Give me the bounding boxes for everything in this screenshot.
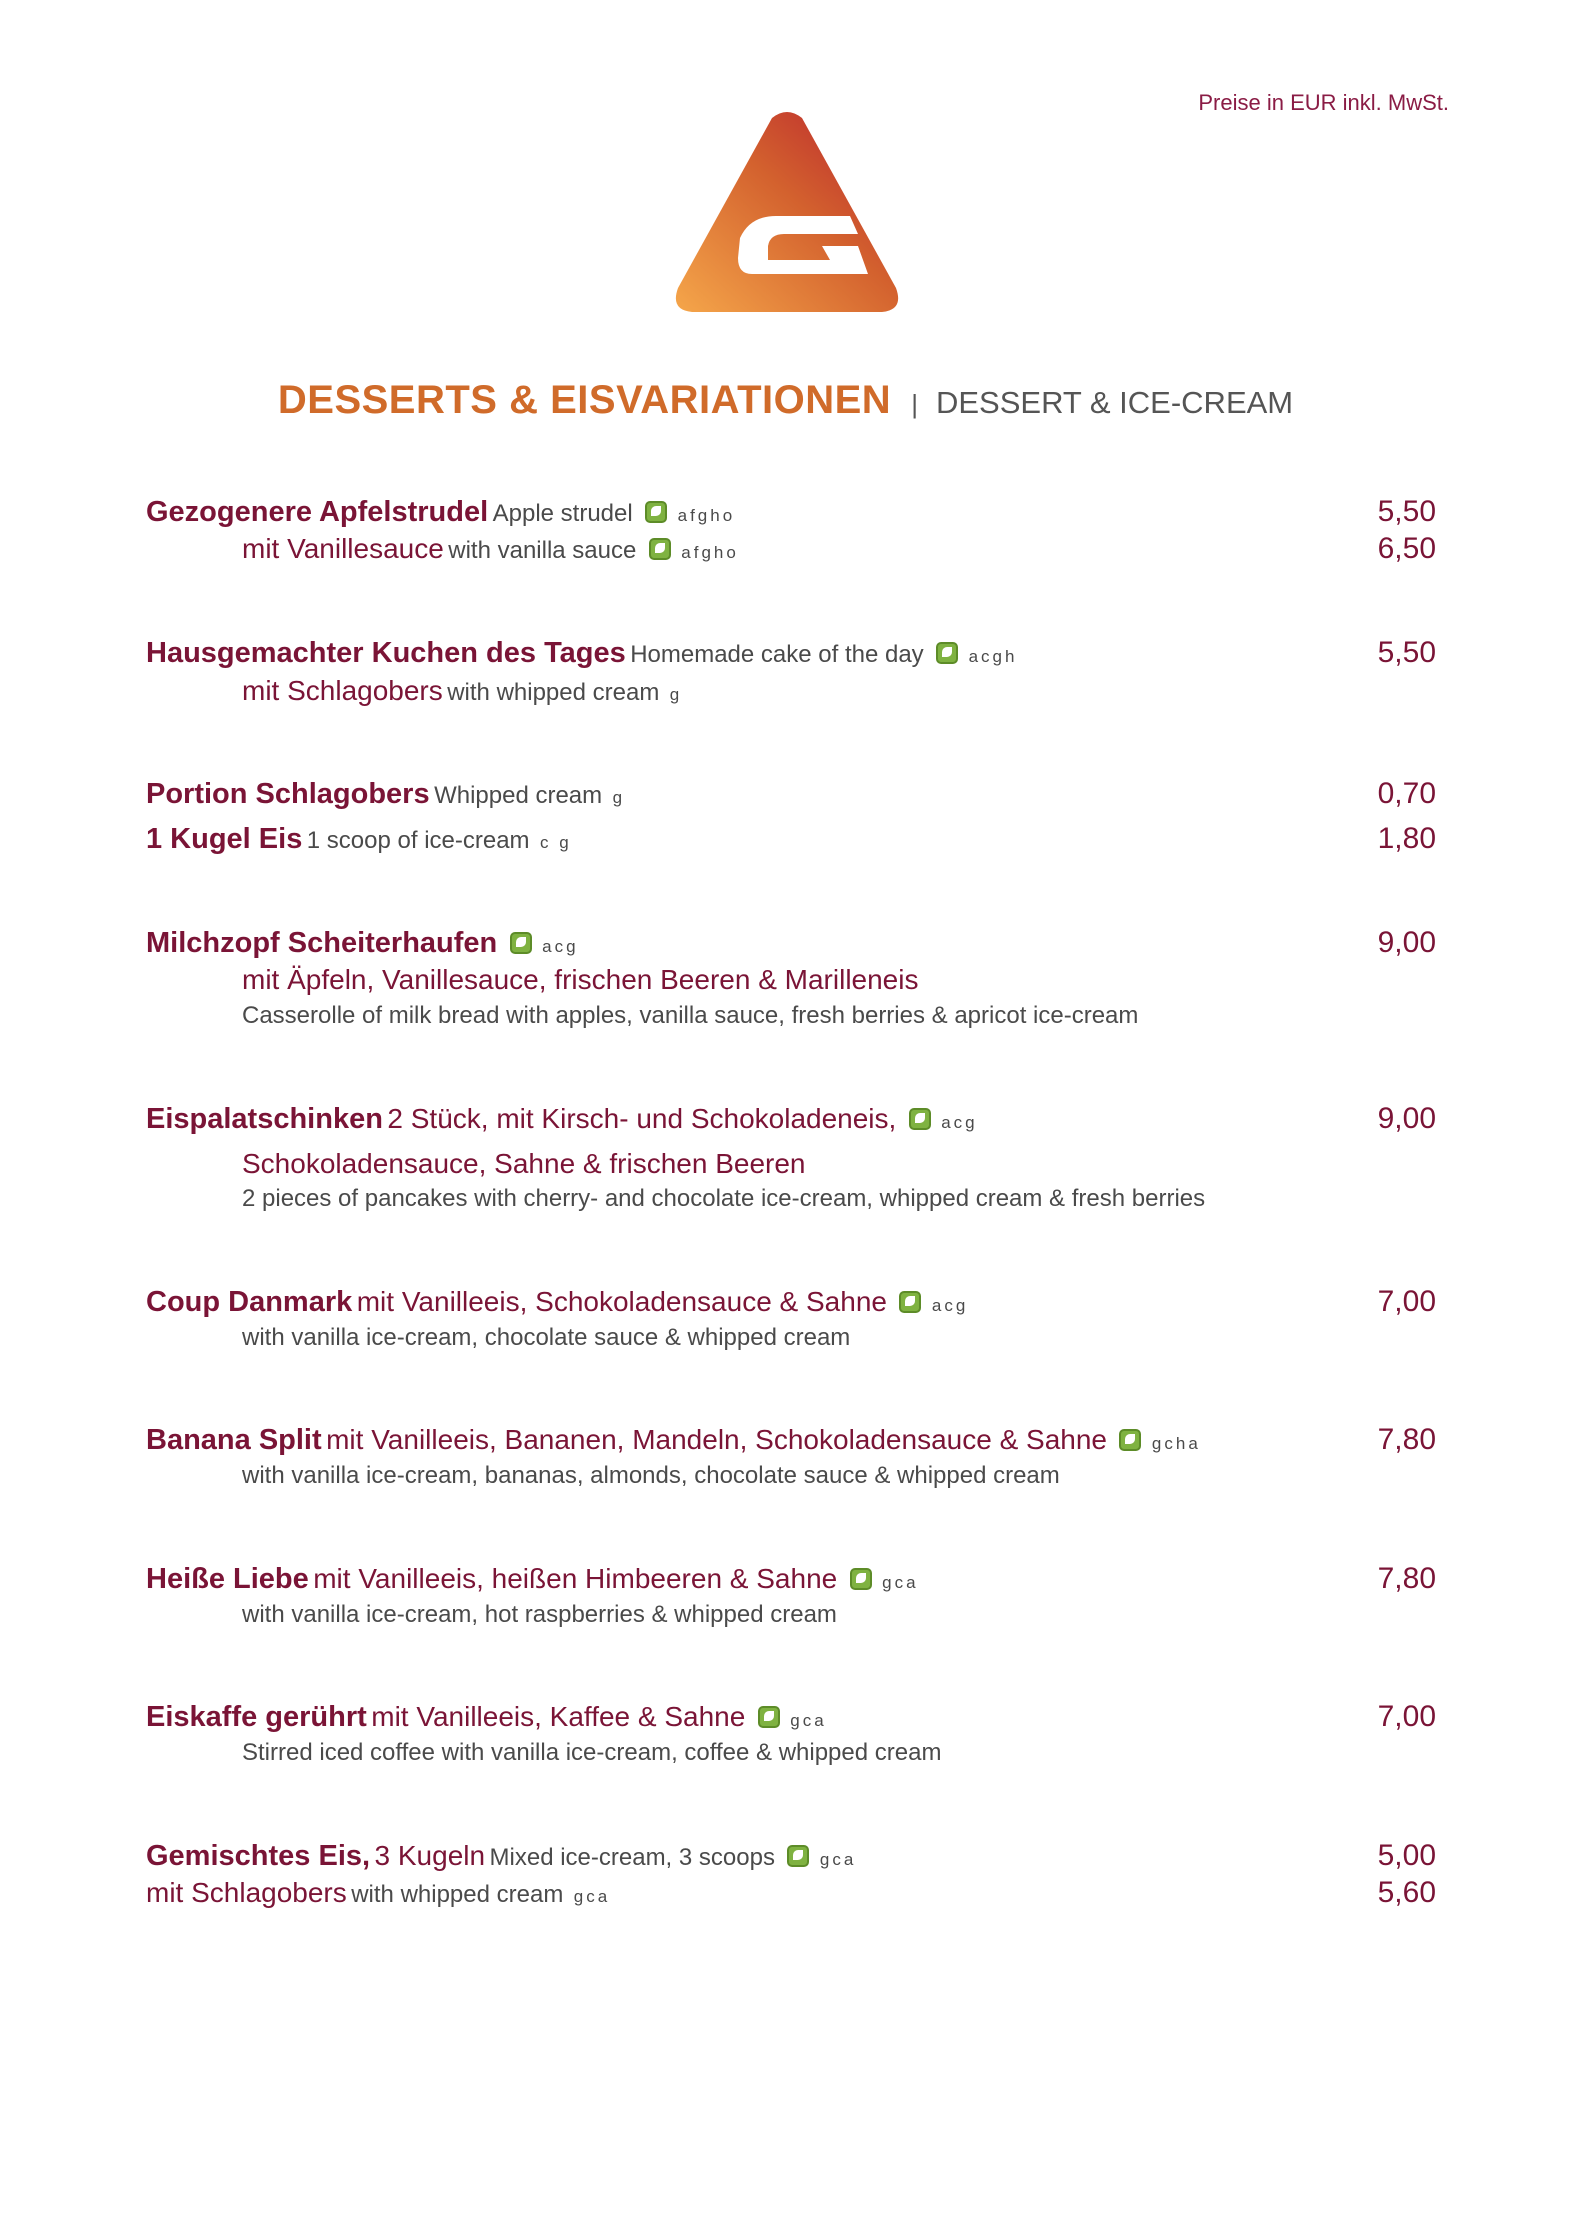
item-name: Gemischtes Eis, <box>146 1840 371 1872</box>
menu-item-description <box>242 1597 1436 1633</box>
price-note: Preise in EUR inkl. MwSt. <box>1198 90 1449 115</box>
menu-item-variant <box>242 531 1436 567</box>
item-description: Stirred iced coffee with vanilla ice-cream, coffee & whipped cream <box>242 1739 942 1766</box>
menu-item <box>146 925 1436 961</box>
title-main: DESSERTS & EISVARIATIONEN <box>277 378 892 422</box>
page-title <box>0 378 1571 423</box>
item-price: 1,80 <box>1377 822 1436 855</box>
item-name: Banana Split <box>146 1424 322 1456</box>
menu-item <box>146 776 1436 812</box>
allergen-codes: gca <box>573 1887 611 1906</box>
item-variant: mit Schlagobers <box>146 1877 347 1908</box>
item-description: with vanilla ice-cream, chocolate sauce & whipped cream <box>242 1324 851 1351</box>
menu-item <box>146 635 1436 671</box>
restaurant-logo <box>672 112 902 318</box>
item-price: 5,50 <box>1377 636 1436 669</box>
allergen-codes: acg <box>941 1113 978 1132</box>
item-variant: mit Vanilleeis, Schokoladensauce & Sahne <box>356 1286 887 1317</box>
item-price: 9,00 <box>1377 1102 1436 1135</box>
item-price: 7,00 <box>1377 1700 1436 1733</box>
item-name: Hausgemachter Kuchen des Tages <box>146 637 626 669</box>
vegetarian-icon <box>850 1568 872 1590</box>
menu-item <box>146 494 1436 530</box>
vegetarian-icon <box>909 1108 931 1130</box>
item-variant: mit Vanilleeis, Bananen, Mandeln, Schokoladensauce & Sahne <box>326 1424 1107 1455</box>
menu-item <box>146 1422 1436 1458</box>
item-variant: 2 Stück, mit Kirsch- und Schokoladeneis, <box>387 1103 897 1134</box>
title-subtitle: DESSERT & ICE-CREAM <box>935 385 1294 420</box>
item-name: Eiskaffe gerührt <box>146 1701 367 1733</box>
allergen-codes: gca <box>790 1711 827 1730</box>
item-english: Whipped cream <box>434 782 603 809</box>
vegetarian-icon <box>936 642 958 664</box>
menu-item <box>146 821 1436 857</box>
item-english: with whipped cream <box>447 679 660 706</box>
item-description: Casserolle of milk bread with apples, vanilla sauce, fresh berries & apricot ice-cream <box>242 1002 1139 1029</box>
vegetarian-icon <box>899 1291 921 1313</box>
menu-item-description <box>242 998 1436 1034</box>
item-english: Apple strudel <box>492 500 633 527</box>
item-price: 9,00 <box>1377 926 1436 959</box>
item-name: Coup Danmark <box>146 1286 353 1318</box>
allergen-codes: acg <box>542 937 579 956</box>
item-name: Milchzopf Scheiterhaufen <box>146 927 498 959</box>
allergen-codes: gca <box>819 1850 857 1869</box>
item-price: 7,80 <box>1377 1562 1436 1595</box>
item-english: with whipped cream <box>351 1881 564 1908</box>
item-name: 1 Kugel Eis <box>146 823 303 855</box>
item-description: with vanilla ice-cream, hot raspberries & whipped cream <box>242 1601 837 1628</box>
item-price: 5,00 <box>1377 1839 1436 1872</box>
item-price: 7,00 <box>1377 1285 1436 1318</box>
item-name: Heiße Liebe <box>146 1563 309 1595</box>
allergen-codes: afgho <box>677 506 736 525</box>
item-price: 0,70 <box>1377 777 1436 810</box>
item-english: Homemade cake of the day <box>630 641 924 668</box>
item-variant: mit Vanilleeis, Kaffee & Sahne <box>371 1701 746 1732</box>
allergen-codes: gcha <box>1151 1434 1201 1453</box>
vegetarian-icon <box>787 1845 809 1867</box>
item-name: Portion Schlagobers <box>146 778 430 810</box>
item-price: 5,60 <box>1377 1876 1436 1909</box>
item-description: with vanilla ice-cream, bananas, almonds, chocolate sauce & whipped cream <box>242 1462 1060 1489</box>
item-variant: mit Vanillesauce <box>242 533 444 564</box>
item-variant: mit Vanilleeis, heißen Himbeeren & Sahne <box>313 1563 838 1594</box>
menu-item <box>146 1284 1436 1320</box>
item-english: with vanilla sauce <box>448 537 637 564</box>
menu-item-variant <box>146 1875 1436 1911</box>
menu-item-description <box>242 1320 1436 1356</box>
allergen-codes: g <box>612 788 626 807</box>
item-variant: mit Schlagobers <box>242 675 443 706</box>
item-price: 5,50 <box>1377 495 1436 528</box>
menu-item-description <box>242 1735 1436 1771</box>
item-english: 1 scoop of ice-cream <box>306 827 530 854</box>
menu-item <box>146 1838 1436 1874</box>
item-variant: Schokoladensauce, Sahne & frischen Beeren <box>242 1148 806 1179</box>
menu-item <box>146 1101 1436 1137</box>
vegetarian-icon <box>1119 1429 1141 1451</box>
item-english: Mixed ice-cream, 3 scoops <box>489 1844 775 1871</box>
menu-item-description <box>242 1458 1436 1494</box>
menu-item <box>146 1561 1436 1597</box>
allergen-codes: g <box>669 685 683 704</box>
menu-item-description <box>242 1181 1436 1217</box>
menu-item-variant <box>242 962 1436 998</box>
menu-item-variant <box>242 1146 1436 1182</box>
item-price: 7,80 <box>1377 1423 1436 1456</box>
allergen-codes: c g <box>540 833 572 852</box>
item-description: 2 pieces of pancakes with cherry- and chocolate ice-cream, whipped cream & fresh berries <box>242 1185 1206 1212</box>
allergen-codes: acg <box>931 1296 969 1315</box>
allergen-codes: afgho <box>681 543 739 562</box>
vegetarian-icon <box>510 932 532 954</box>
item-price: 6,50 <box>1377 532 1436 565</box>
item-name: Eispalatschinken <box>146 1103 383 1135</box>
item-variant: mit Äpfeln, Vanillesauce, frischen Beeren & Marilleneis <box>242 964 919 995</box>
vegetarian-icon <box>649 538 671 560</box>
item-name: Gezogenere Apfelstrudel <box>146 496 489 528</box>
vegetarian-icon <box>758 1706 780 1728</box>
menu-item <box>146 1699 1436 1735</box>
allergen-codes: gca <box>882 1573 919 1592</box>
allergen-codes: acgh <box>968 647 1018 666</box>
vegetarian-icon <box>645 501 667 523</box>
item-variant: 3 Kugeln <box>374 1840 486 1871</box>
title-separator: | <box>911 389 918 419</box>
menu-item-variant <box>242 673 1436 709</box>
